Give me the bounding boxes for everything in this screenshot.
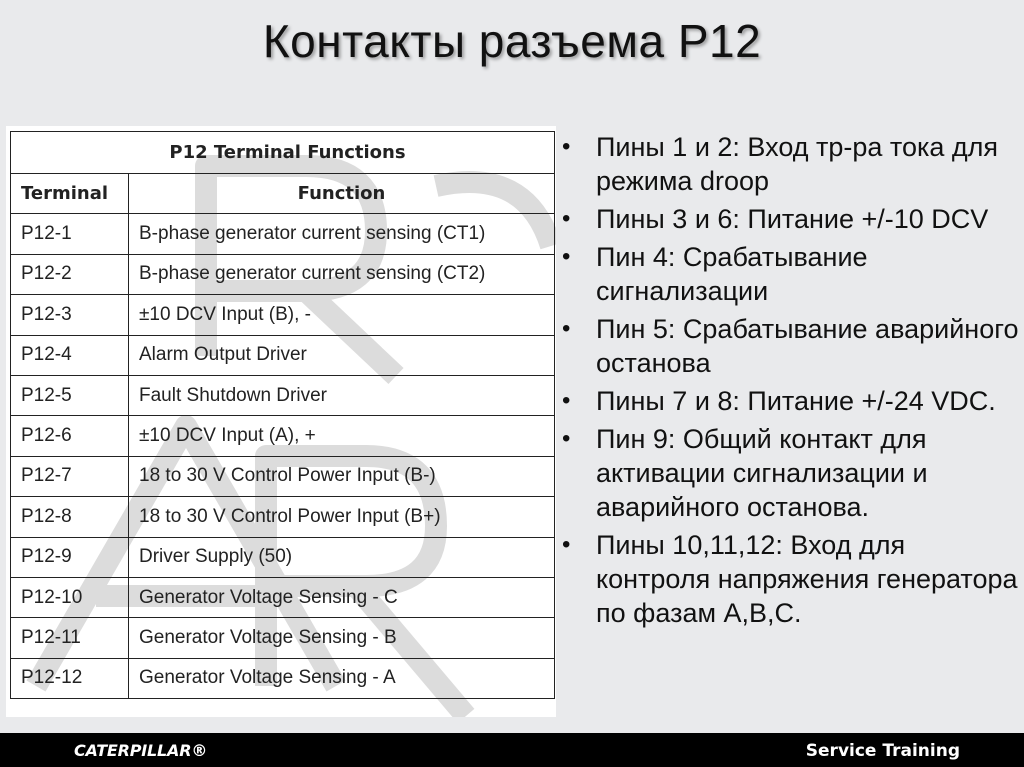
table-row	[11, 577, 555, 617]
caterpillar-logo: CATERPILLAR®	[74, 741, 208, 760]
table-row	[11, 254, 555, 294]
header-function: Function	[129, 174, 555, 214]
table-row	[11, 497, 555, 537]
terminal-cell: P12-7	[11, 456, 129, 496]
terminal-cell: P12-4	[11, 335, 129, 375]
function-cell: ±10 DCV Input (B), -	[129, 295, 555, 335]
terminal-cell: P12-10	[11, 577, 129, 617]
function-cell: Driver Supply (50)	[129, 537, 555, 577]
function-cell: Fault Shutdown Driver	[129, 375, 555, 415]
terminal-cell: P12-6	[11, 416, 129, 456]
function-cell: 18 to 30 V Control Power Input (B-)	[129, 456, 555, 496]
function-cell: 18 to 30 V Control Power Input (B+)	[129, 497, 555, 537]
function-cell: B-phase generator current sensing (CT1)	[129, 214, 555, 254]
bullet-dot-icon: •	[562, 205, 571, 232]
bullet-dot-icon: •	[562, 133, 571, 160]
table-row	[11, 537, 555, 577]
bullet-text: Пин 9: Общий контакт для активации сигнализации и аварийного останова.	[596, 424, 928, 522]
table-header-row	[11, 174, 555, 214]
bullet-item	[560, 202, 1020, 236]
table-row	[11, 335, 555, 375]
bullet-text: Пины 10,11,12: Вход для контроля напряжения генератора по фазам A,B,C.	[596, 530, 1018, 628]
bullet-text: Пин 5: Срабатывание аварийного останова	[596, 314, 1019, 378]
table-title-row	[11, 132, 555, 174]
table-row	[11, 295, 555, 335]
table-row	[11, 375, 555, 415]
bullet-item	[560, 422, 1020, 524]
table-row	[11, 456, 555, 496]
table-row	[11, 214, 555, 254]
terminal-cell: P12-5	[11, 375, 129, 415]
terminal-cell: P12-11	[11, 618, 129, 658]
header-terminal: Terminal	[11, 174, 129, 214]
function-cell: Generator Voltage Sensing - A	[129, 658, 555, 698]
bullet-item	[560, 130, 1020, 198]
function-cell: Generator Voltage Sensing - C	[129, 577, 555, 617]
service-training-label: Service Training	[805, 741, 960, 761]
bullet-dot-icon: •	[562, 425, 571, 452]
footer-bar	[0, 733, 1024, 767]
bullet-item	[560, 528, 1020, 630]
terminal-cell: P12-3	[11, 295, 129, 335]
bullet-text: Пины 1 и 2: Вход тр-ра тока для режима droop	[596, 132, 999, 196]
bullet-text: Пины 3 и 6: Питание +/-10 DCV	[596, 204, 989, 234]
table-row	[11, 618, 555, 658]
table-row	[11, 416, 555, 456]
terminal-cell: P12-12	[11, 658, 129, 698]
function-cell: Alarm Output Driver	[129, 335, 555, 375]
terminal-functions-table	[10, 131, 555, 699]
bullet-dot-icon: •	[562, 531, 571, 558]
function-cell: Generator Voltage Sensing - B	[129, 618, 555, 658]
terminal-cell: P12-1	[11, 214, 129, 254]
bullet-dot-icon: •	[562, 315, 571, 342]
bullet-dot-icon: •	[562, 243, 571, 270]
bullet-item	[560, 312, 1020, 380]
table-title: P12 Terminal Functions	[11, 132, 555, 174]
terminal-cell: P12-2	[11, 254, 129, 294]
terminal-cell: P12-8	[11, 497, 129, 537]
bullet-text: Пины 7 и 8: Питание +/-24 VDC.	[596, 386, 996, 416]
bullet-dot-icon: •	[562, 387, 571, 414]
slide-title: Контакты разъема P12	[262, 15, 762, 67]
function-cell: B-phase generator current sensing (CT2)	[129, 254, 555, 294]
function-cell: ±10 DCV Input (A), +	[129, 416, 555, 456]
bullet-item	[560, 240, 1020, 308]
terminal-cell: P12-9	[11, 537, 129, 577]
bullet-item	[560, 384, 1020, 418]
terminal-table-panel	[6, 126, 556, 717]
bullet-list	[560, 130, 1020, 634]
table-row	[11, 658, 555, 698]
bullet-text: Пин 4: Срабатывание сигнализации	[596, 242, 868, 306]
